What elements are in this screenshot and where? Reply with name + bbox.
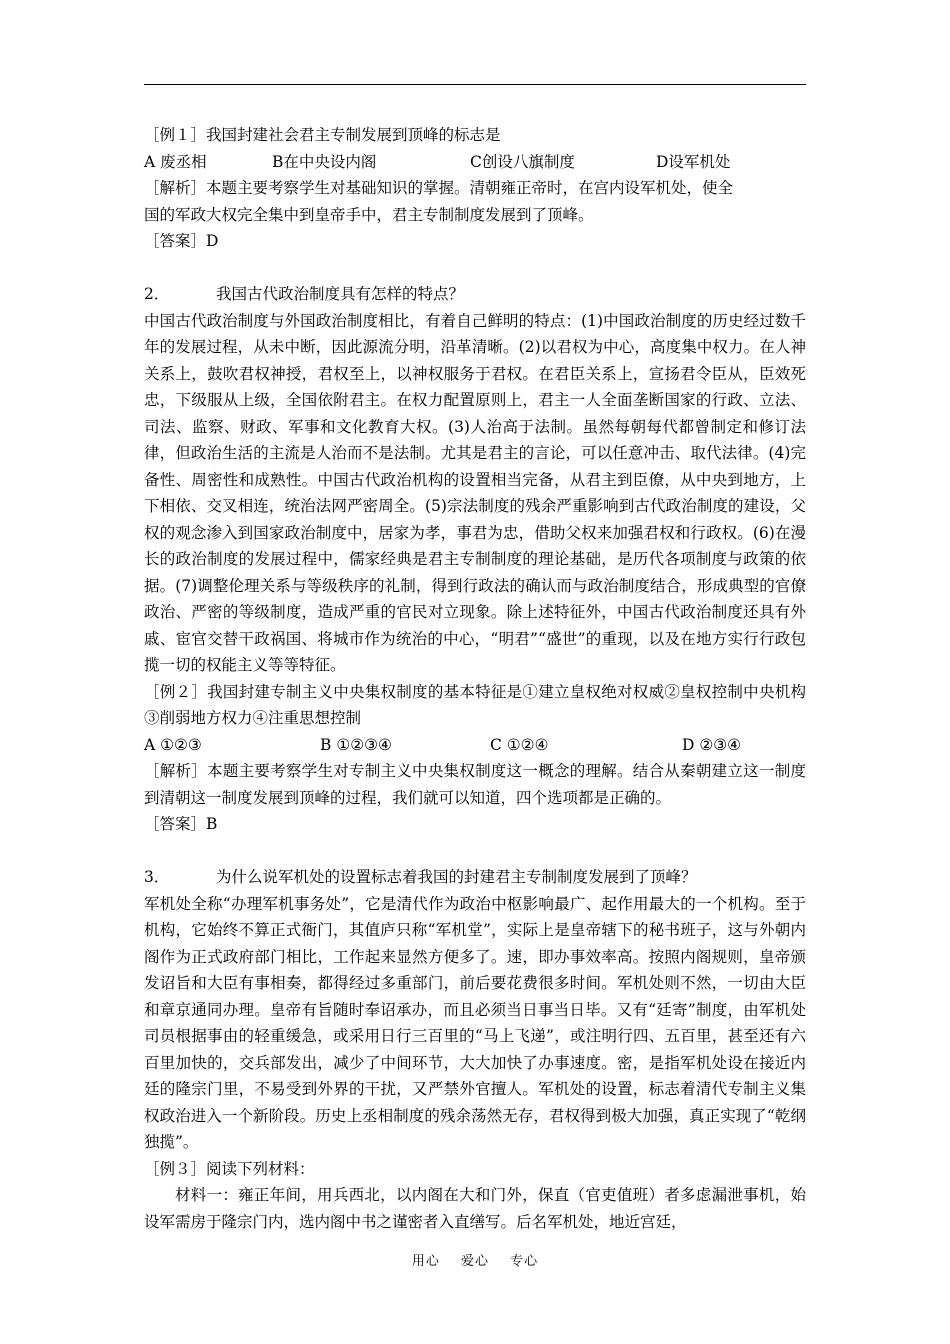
- example2-options: [144, 732, 806, 759]
- section2-number: 2．: [144, 285, 170, 303]
- section3-body: 军机处全称“办理军机事务处”，它是清代作为政治中枢影响最广、起作用最大的一个机构。至于机构，它始终不算正式衙门，其值庐只称“军机堂”，实际上是皇帝辖下的秘书班子，这与外朝内阁作为正式政府部门相比，工作起来显然方便多了。速，即办事效率高。按照内阁规则，皇帝颁发诏旨和大臣有事相奏，都得经过多重部门，前后要花费很多时间。军机处则不然，一切由大臣和章京通同办理。皇帝有旨随时奉诏承办，而且必须当日事当日毕。又有“廷寄”制度，由军机处司员根据事由的轻重缓急，或采用日行三百里的“马上飞递”，或注明行四、五百里，甚至还有六百里加快的，交兵部发出，减少了中间环节，大大加快了办事速度。密，是指军机处设在接近内廷的隆宗门里，不易受到外界的干扰，又严禁外官擅人。军机处的设置，标志着清代专制主义集权政治进入一个新阶段。历史上丞相制度的残余荡然无存，君权得到极大加强，真正实现了“乾纲独揽”。: [144, 894, 806, 1151]
- example2-analysis: ［解析］本题主要考察学生对专制主义中央集权制度这一概念的理解。结合从秦朝建立这一制度到清朝这一制度发展到顶峰的过程，我们就可以知道，四个选项都是正确的。: [144, 762, 806, 807]
- footer-item: 爱心: [460, 1254, 489, 1269]
- option-a: A 废丞相: [144, 152, 207, 171]
- option-a: A ①②③: [144, 735, 202, 754]
- section3-number: 3．: [144, 868, 170, 886]
- option-d: D设军机处: [656, 152, 731, 171]
- option-d: D ②③④: [682, 735, 742, 754]
- option-c: C创设八旗制度: [470, 152, 575, 171]
- page-footer: [0, 1250, 950, 1269]
- example1-answer: ［答案］D: [144, 232, 219, 250]
- example3-question: ［例３］阅读下列材料：: [144, 1159, 315, 1178]
- header-rule: [144, 84, 806, 85]
- section3-title: 为什么说军机处的设置标志着我国的封建君主专制制度发展到了顶峰？: [216, 868, 697, 886]
- example1-question: ［例１］我国封建社会君主专制发展到顶峰的标志是: [144, 126, 501, 144]
- example1-analysis-line1: ［解析］本题主要考察学生对基础知识的掌握。清朝雍正帝时，在宫内设军机处，使全: [144, 179, 734, 197]
- footer-item: 用心: [411, 1254, 440, 1269]
- example1-analysis-line2: 国的军政大权完全集中到皇帝手中，君主专制制度发展到了顶峰。: [144, 205, 594, 224]
- option-b: B ①②③④: [320, 735, 392, 754]
- section3-heading: [144, 864, 806, 891]
- footer-item: 专心: [510, 1254, 539, 1269]
- example2-question: ［例２］我国封建专制主义中央集权制度的基本特征是①建立皇权绝对权威②皇权控制中央机构③削弱地方权力④注重思想控制: [144, 682, 806, 727]
- section2-title: 我国古代政治制度具有怎样的特点？: [216, 285, 465, 303]
- section2-body: 中国古代政治制度与外国政治制度相比，有着自己鲜明的特点：(1)中国政治制度的历史经过数千年的发展过程，从未中断，因此源流分明，沿革清晰。(2)以君权为中心，高度集中权力。在人神关系上，鼓吹君权神授，君权至上，以神权服务于君权。在君臣关系上，宣扬君令臣从，臣效死忠，下级服从上级，全国依附君主。在权力配置原则上，君主一人全面垄断国家的行政、立法、司法、监察、财政、军事和文化教育大权。(3)人治高于法制。虽然每朝每代都曾制定和修订法律，但政治生活的主流是人治而不是法制。尤其是君主的言论，可以任意冲击、取代法律。(4)完备性、周密性和成熟性。中国古代政治机构的设置相当完备，从君主到臣僚，从中央到地方，上下相依、交叉相连，统治法网严密周全。(5)宗法制度的残余严重影响到古代政治制度的建设，父权的观念渗入到国家政治制度中，居家为孝，事君为忠，借助父权来加强君权和行政权。(6)在漫长的政治制度的发展过程中，儒家经典是君主专制制度的理论基础，是历代各项制度与政策的依据。(7)调整伦理关系与等级秩序的礼制，得到行政法的确认而与政治制度结合，形成典型的官僚政治、严密的等级制度，造成严重的官民对立现象。除上述特征外，中国古代政治制度还具有外戚、宦官交替干政祸国、将城市作为统治的中心，“明君”“盛世”的重现，以及在地方实行行政包揽一切的权能主义等等特征。: [144, 311, 806, 674]
- option-c: C ①②④: [490, 735, 549, 754]
- example2-answer: ［答案］B: [144, 815, 218, 833]
- example1-options: [144, 149, 806, 176]
- document-body: [144, 122, 806, 1235]
- section2-heading: [144, 281, 806, 308]
- example3-material1: 材料一：雍正年间，用兵西北，以内阁在大和门外，保直（官吏值班）者多虑漏泄事机，始设军需房于隆宗门内，选内阁中书之谨密者入直缮写。后名军机处，地近宫廷，: [144, 1186, 806, 1231]
- option-b: B在中央设内阁: [272, 152, 377, 171]
